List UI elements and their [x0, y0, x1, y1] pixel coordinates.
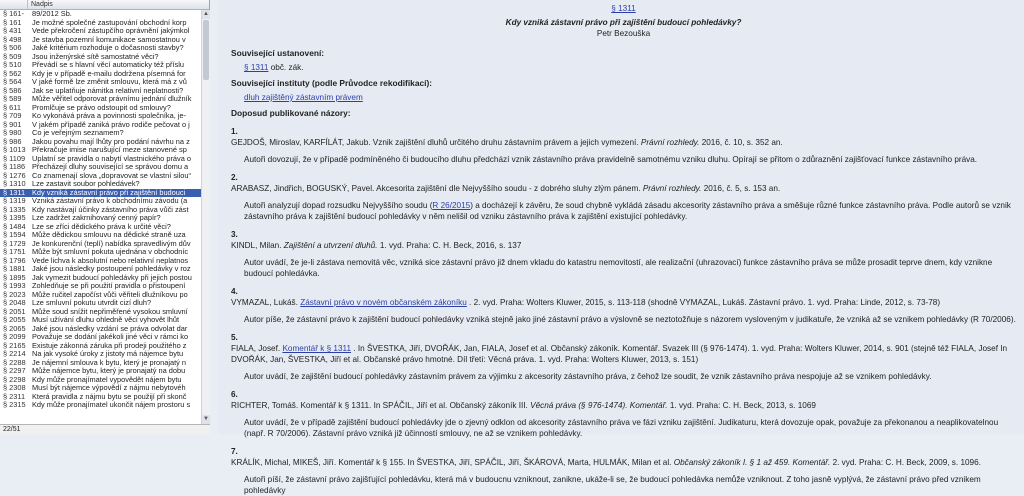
list-item-title: Musí být nájemce výpovědí z nájmu nebytovéh — [32, 383, 186, 392]
list-item-title: Může věřitel odporovat právnímu jednání dlužník — [32, 94, 192, 103]
list-item-number: § 2214 — [3, 349, 26, 358]
opinion-entry — [231, 332, 1016, 382]
list-item-title: Jaké jsou následky vzdání se práva odvolat dar — [32, 323, 188, 333]
list-item-number: § 986 — [3, 136, 22, 146]
abstract-text: Autoři dovozují, že v případě podmíněného či budoucího dluhu předchází vznik zástavního práva pravidelně samotnému vzniku dluhu. Opírají se přitom o zdůraznění zajišťovací funkce zástavního práva. — [244, 155, 978, 164]
list-item-title: Kdy může pronajímatel vypovědět nájem bytu — [32, 374, 182, 384]
citation-text: KINDL, Milan. — [231, 241, 282, 250]
list-item-number: § 2023 — [3, 289, 26, 299]
opinion-entry — [231, 172, 1016, 222]
list-item-title: Může soud snížit nepřiměřené vysokou smluvní — [32, 306, 188, 316]
list-item-number: § 2297 — [3, 366, 26, 375]
list-item-title: Lze zadržet zakrnihovaný cenný papír? — [32, 213, 161, 222]
list-item[interactable] — [0, 401, 201, 410]
list-item-number: § 161- — [3, 9, 24, 18]
opinion-entry — [231, 389, 1016, 439]
list-item-number: § 2308 — [3, 383, 26, 392]
list-item-number: § 586 — [3, 85, 22, 95]
list-item-number: § 1796 — [3, 255, 26, 265]
list-item-number: § 1276 — [3, 170, 26, 180]
list-item-number: § 1335 — [3, 204, 26, 214]
list-scrollbar[interactable] — [201, 10, 210, 424]
opinion-number: 7. — [231, 447, 238, 456]
list-item-title: Jsou inženýrské sítě samostatné věci? — [32, 51, 159, 61]
list-item-title: Kdy vzniká zástavní právo při zajištění budouci — [32, 187, 186, 197]
list-item-number: § 431 — [3, 26, 22, 35]
list-item-title: Vede lichva k absolutní nebo relativní neplatnos — [32, 255, 189, 265]
list-item-title: Kdy je v případě e-mailu dodržena písemná for — [32, 68, 186, 78]
list-item-number: § 1895 — [3, 272, 26, 282]
list-item-number: § 510 — [3, 60, 22, 69]
list-item-number: § 2288 — [3, 357, 26, 367]
list-item-title: Vede překročení zástupčího oprávnění jakýmkol — [32, 26, 190, 35]
citation-source: Právní rozhledy. — [640, 138, 700, 147]
outline-pane — [0, 0, 210, 434]
list-item-title: Lze zastavit soubor pohledávek? — [32, 179, 140, 188]
list-item-number: § 509 — [3, 51, 22, 61]
list-item-title: Jak se uplatňuje námitka relativní neplatnosti? — [32, 85, 184, 95]
opinion-number: 3. — [231, 230, 238, 239]
list-item-title: Lze se zříci dědického práva k určité věci? — [32, 221, 171, 231]
list-item-title: Musí užívání dluhu ohledně věci vyhovět lhůt — [32, 315, 180, 324]
opinion-number: 4. — [231, 287, 238, 296]
list-item-title: Kdy může pronajímatel ukončit nájem prostoru s — [32, 400, 191, 409]
list-item-number: § 2099 — [3, 332, 26, 341]
abstract-text: Autoři píší, že zástavní právo zajišťující pohledávku, která má v budoucnu vzniknout, zanikne, ukáže-li se, že budoucí pohledávka nemůže vzniknout. Z toho jasně vyplývá, že zástavní právo před vznikem pohledávky — [244, 475, 981, 495]
list-item-title: Jaké kritérium rozhoduje o dočasnosti stavby? — [32, 43, 184, 52]
list-item-number: § 611 — [3, 102, 21, 112]
scroll-down-icon[interactable]: ▼ — [203, 416, 209, 422]
list-item-title: Na jak vysoké úroky z jistoty má nájemce bytu — [32, 349, 184, 358]
opinion-abstract — [231, 200, 1016, 222]
list-item-number: § 1594 — [3, 230, 26, 239]
list-item-number: § 2315 — [3, 400, 26, 409]
scroll-up-icon[interactable]: ▲ — [203, 11, 209, 17]
list-item-number: § 2165 — [3, 340, 26, 350]
title-column-header[interactable]: Nadpis — [31, 1, 53, 8]
list-item-number: § 1319 — [3, 196, 26, 205]
list-item-title: Je nájemní smlouva k bytu, který je pronajatý n — [32, 357, 187, 367]
list-item-number: § 2051 — [3, 306, 26, 316]
citation-source: Zajištění a utvrzení dluhů. — [283, 241, 378, 250]
list-item-title: Může dědickou smlouvu na dědické straně uza — [32, 230, 186, 239]
article-list[interactable] — [0, 10, 201, 424]
list-item-title: Je možné společné zastupování obchodní korp — [32, 17, 187, 27]
list-item-title: Kdy nastávají účinky zástavního práva vůči zást — [32, 204, 189, 214]
list-item-number: § 1013 — [3, 145, 26, 154]
document-author: Petr Bezouška — [596, 29, 651, 38]
list-item-number: § 1186 — [3, 162, 26, 171]
citation-link[interactable]: Zástavní právo v novém občanském zákoníku — [300, 298, 467, 307]
opinion-citation — [231, 343, 1016, 365]
list-item-title: Jakou povahu mají lhůty pro podání návrhu na z — [32, 136, 190, 146]
opinion-citation — [231, 400, 1016, 411]
list-item-title: Překračuje imise narušující meze stanovené sp — [32, 145, 187, 154]
list-item-title: Jak vymezit budoucí pohledávky při jejich postou — [32, 272, 192, 282]
published-opinions-heading: Doposud publikované názory: — [231, 108, 351, 118]
citation-details: 1. vyd. Praha: C. H. Beck, 2013, s. 1069 — [669, 401, 816, 410]
citation-details: 2. vyd. Praha: C. H. Beck, 2009, s. 1096. — [832, 458, 981, 467]
citation-details: . In ŠVESTKA, Jiří, DVOŘÁK, Jan, FIALA, Josef et al. Občanský zákoník. Komentář. Svazek III (§ 976-1474). 1. vyd. Praha: Wolters Kluwer, 2014, s. 901 (stejně též FIALA, Josef In DVOŘÁK, Jan, ŠVESTKA, Jiří et al. Občanské právo hmotné. Díl třetí: Věcná práva. 1. vyd. Praha: Wolters Kluwer, 2013, s. 151) — [231, 344, 1008, 364]
list-item-title: V jakém případě zaniká právo rodiče pečovat o j — [32, 119, 190, 129]
list-item-title: Co je veřejným seznamem? — [32, 128, 124, 137]
opinion-abstract — [231, 417, 1016, 439]
related-institutes-heading: Související instituty (podle Průvodce rekodifikací): — [231, 78, 433, 88]
opinion-number: 1. — [231, 127, 238, 136]
list-item-number: § 2065 — [3, 323, 26, 333]
list-item-title: Existuje zákonná záruka při prodeji použitého z — [32, 340, 187, 350]
citation-text: VYMAZAL, Lukáš. — [231, 298, 298, 307]
citation-link[interactable]: Komentář k § 1311 — [282, 344, 352, 353]
opinion-number: 5. — [231, 333, 238, 342]
list-item-number: § 562 — [3, 68, 22, 78]
opinion-abstract — [231, 474, 1016, 496]
list-item-number: § 2048 — [3, 298, 26, 307]
list-item-number: § 506 — [3, 43, 22, 52]
list-item-number: § 1395 — [3, 213, 26, 222]
related-provision-link[interactable]: § 1311 — [244, 63, 269, 72]
list-item-title: Považuje se dodání jakékoli jiné věci v rámci ko — [32, 332, 189, 341]
list-item-title: Převádí se s hlavní věcí automaticky též příslu — [32, 60, 184, 69]
list-item-title: Která pravidla z nájmu bytu se použijí při skonč — [32, 391, 187, 401]
citation-details: 2016, č. 10, s. 352 an. — [701, 138, 783, 147]
abstract-text: Autor uvádí, že zajištění budoucí pohledávky zástavním právem za výjimku z akcesority zástavního práva, z čehož lze soudit, že vznik zástavního práva nespojuje až se vznikem pohledávky. — [244, 372, 932, 381]
opinion-citation — [231, 137, 1016, 148]
list-item-number: § 1729 — [3, 238, 26, 248]
opinion-citation — [231, 457, 1016, 468]
citation-details: 2016, č. 5, s. 153 an. — [703, 184, 781, 193]
list-item-title: 89/2012 Sb. — [32, 9, 72, 18]
list-item-number: § 1881 — [3, 264, 26, 273]
opinion-citation — [231, 240, 1016, 251]
list-item-number: § 1751 — [3, 247, 26, 256]
list-item-number: § 2298 — [3, 374, 26, 384]
list-item-title: Může ručitel započíst vůči věřiteli dlužníkovu po — [32, 289, 188, 299]
list-item-title: Může být smluvní pokuta ujednána v obchodníc — [32, 247, 189, 256]
list-item-number: § 1311 — [3, 187, 26, 197]
list-item-number: § 901 — [3, 119, 22, 129]
list-item-title: Uplatní se pravidla o nabytí vlastnického práva o — [32, 153, 191, 163]
related-provision-suffix: obč. zák. — [270, 63, 304, 72]
list-item-number: § 589 — [3, 94, 22, 103]
document-id-link[interactable]: § 1311 — [611, 4, 636, 13]
related-provisions — [231, 62, 1016, 73]
opinion-number: 2. — [231, 173, 238, 182]
list-item-number: § 1109 — [3, 153, 26, 163]
opinion-abstract — [231, 371, 1016, 382]
opinion-entry — [231, 229, 1016, 279]
citation-text: FIALA, Josef. — [231, 344, 281, 353]
opinion-entry — [231, 126, 1016, 165]
opinion-entry — [231, 286, 1016, 325]
scroll-thumb[interactable] — [203, 20, 209, 80]
opinion-number: 6. — [231, 390, 238, 399]
status-count: 22/51 — [0, 424, 210, 434]
list-item-number: § 2055 — [3, 315, 26, 324]
opinion-citation — [231, 183, 1016, 194]
citation-source: Právní rozhledy. — [642, 184, 702, 193]
list-item-title: Je stavba pozemní komunikace samostatnou v — [32, 34, 186, 44]
citation-text: RICHTER, Tomáš. Komentář k § 1311. In SPÁČIL, Jiří et al. Občanský zákoník III. — [231, 401, 528, 410]
citation-source: Věcná práva (§ 976-1474). Komentář. — [530, 401, 668, 410]
list-item-number: § 709 — [3, 111, 22, 120]
abstract-text: Autor uvádí, že je-li zástava nemovitá věc, vzniká sice zástavní právo již dnem vkladu do katastru nemovitostí, ale realizační (uhrazovací) funkce zástavního práva se může prosadit teprve dnem, kdy vznikne budoucí pohledávka. — [244, 258, 993, 278]
opinion-abstract — [231, 154, 1016, 165]
list-item-number: § 498 — [3, 34, 22, 44]
list-item-number: § 1993 — [3, 281, 26, 290]
related-provisions-heading: Související ustanovení: — [231, 48, 325, 58]
citation-details: 1. vyd. Praha: C. H. Beck, 2016, s. 137 — [379, 241, 522, 250]
list-item-number: § 980 — [3, 128, 22, 137]
list-item-title: Je konkurenční (teplí) nabídka spravedlivým dův — [32, 238, 191, 248]
case-law-link[interactable]: R 26/2015 — [432, 201, 471, 210]
list-item-title: Co znamenají slova „dopravovat se vlastní silou“ — [32, 170, 191, 180]
list-item-title: Jaké jsou následky postoupení pohledávky v roz — [32, 264, 191, 273]
opinion-entry — [231, 446, 1016, 496]
opinions-list — [231, 126, 1016, 496]
opinion-abstract — [231, 314, 1016, 325]
list-item-title: Vzniká zástavní právo k obchodnímu závodu (a — [32, 196, 188, 205]
list-item-title: V jaké formě lze změnit smlouvu, která má z vů — [32, 77, 187, 86]
abstract-text: Autor uvádí, že v případě zajištění budoucí pohledávky jde o zjevný odklon od akcesority zástavního práva ve fázi vzniku zajištění. Judikaturu, která dovozuje opak, považuje za překonanou a neaplikovatelnou (např. R 70/2006). Zástavní právo vzniká již účinností smlouvy, ne až se vznikem pohledávky. — [244, 418, 999, 438]
abstract-text: Autoři analyzují dopad rozsudku Nejvyššího soudu ( — [244, 201, 433, 210]
citation-source: Občanský zákoník I. § 1 až 459. Komentář. — [673, 458, 831, 467]
list-item-title: Může nájemce bytu, který je pronajatý na dobu — [32, 366, 186, 375]
opinion-citation — [231, 297, 1016, 308]
citation-text: KRÁLÍK, Michal, MIKEŠ, Jiří. Komentář k § 155. In ŠVESTKA, Jiří, SPÁČIL, Jiří, ŠKÁROVÁ, Marta, HULMÁK, Milan et al. — [231, 458, 672, 467]
opinion-abstract — [231, 257, 1016, 279]
list-item-number: § 1484 — [3, 221, 26, 231]
abstract-text: Autor píše, že zástavní právo k zajištění budoucí pohledávky vzniká stejně jako jiné zástavní právo a výslovně se neztotožňuje s názorem vysloveným v judikatuře, že vzniká až se vznikem pohledávky (R 70/2006). — [244, 315, 1016, 324]
list-item-number: § 1310 — [3, 179, 26, 188]
document-title: Kdy vzniká zástavní právo při zajištění budoucí pohledávky? — [505, 18, 742, 27]
list-item-title: Přecházejí dluhy související se správou domu a — [32, 162, 189, 171]
list-item-title: Lze smluvní pokutu utvrdit cizí dluh? — [32, 298, 152, 307]
document-pane — [219, 0, 1024, 495]
list-item-number: § 2311 — [3, 391, 26, 401]
list-item-title: Ko vykonává práva a povinnosti společníka, je- — [32, 111, 187, 120]
related-institute-link[interactable]: dluh zajištěný zástavním právem — [244, 93, 363, 102]
list-item-title: Zohledňuje se při použití pravidla o přistoupení — [32, 281, 186, 290]
citation-text: ARABASZ, Jindřich, BOGUSKÝ, Pavel. Akcesorita zajištění dle Nejvyššího soudu - z dobrého sluhy zlým pánem. — [231, 184, 641, 193]
list-item-number: § 161 — [3, 17, 22, 27]
number-column-header[interactable] — [0, 0, 28, 9]
abstract-text: ) a docházejí k závěru, že soud chybně vykládá zásadu akcesority zástavního práva a směšuje různé funkce zástavního práva. Podle autorů se vznik zástavního práva k zajištění budoucí pohledávky v něm nelišil od vzniku zástavního práva k zajištění existující pohledávky. — [244, 201, 1011, 221]
citation-text: GEJDOŠ, Miroslav, KARFÍLÁT, Jakub. Vznik zajištění dluhů určitého druhu zástavním právem a jejich vymezení. — [231, 138, 639, 147]
list-item-title: Promlčuje se právo odstoupit od smlouvy? — [32, 102, 171, 112]
list-item-number: § 564 — [3, 77, 22, 86]
citation-details: . 2. vyd. Praha: Wolters Kluwer, 2015, s. 113-118 (shodně VYMAZAL, Lukáš. Zástavní právo. 1. vyd. Praha: Linde, 2012, s. 73-78) — [469, 298, 941, 307]
